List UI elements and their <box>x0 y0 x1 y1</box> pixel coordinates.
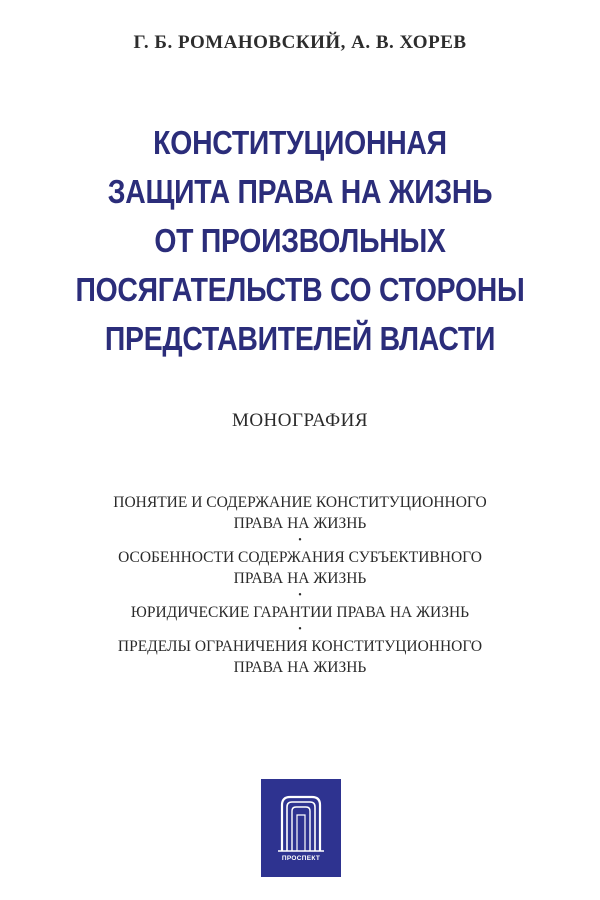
toc-item-3-line-1: ЮРИДИЧЕСКИЕ ГАРАНТИИ ПРАВА НА ЖИЗНЬ <box>130 604 470 621</box>
publisher-name: ПРОСПЕКТ <box>281 855 321 862</box>
title-line-4: ПОСЯГАТЕЛЬСТВ СО СТОРОНЫ <box>75 271 525 308</box>
toc-item-4-line-2: ПРАВА НА ЖИЗНЬ <box>233 659 367 676</box>
publisher-logo <box>261 779 341 877</box>
bullet-separator: • <box>298 535 302 546</box>
bullet-separator: • <box>298 590 302 601</box>
toc-item-1-line-2: ПРАВА НА ЖИЗНЬ <box>233 515 367 532</box>
authors: Г. Б. РОМАНОВСКИЙ, А. В. ХОРЕВ <box>133 32 467 53</box>
book-title <box>59 118 541 363</box>
toc-item-2-line-2: ПРАВА НА ЖИЗНЬ <box>233 570 367 587</box>
toc-item-4-line-1: ПРЕДЕЛЫ ОГРАНИЧЕНИЯ КОНСТИТУЦИОННОГО <box>117 638 483 655</box>
contents-list <box>0 492 600 678</box>
title-line-3: ОТ ПРОИЗВОЛЬНЫХ <box>154 222 446 259</box>
title-line-1: КОНСТИТУЦИОННАЯ <box>153 124 447 161</box>
toc-item-2-line-1: ОСОБЕННОСТИ СОДЕРЖАНИЯ СУБЪЕКТИВНОГО <box>118 549 482 566</box>
toc-item-1-line-1: ПОНЯТИЕ И СОДЕРЖАНИЕ КОНСТИТУЦИОННОГО <box>113 494 487 511</box>
genre-label: МОНОГРАФИЯ <box>231 410 369 431</box>
bullet-separator: • <box>298 624 302 635</box>
title-line-5: ПРЕДСТАВИТЕЛЕЙ ВЛАСТИ <box>104 320 496 357</box>
title-line-2: ЗАЩИТА ПРАВА НА ЖИЗНЬ <box>107 173 493 210</box>
